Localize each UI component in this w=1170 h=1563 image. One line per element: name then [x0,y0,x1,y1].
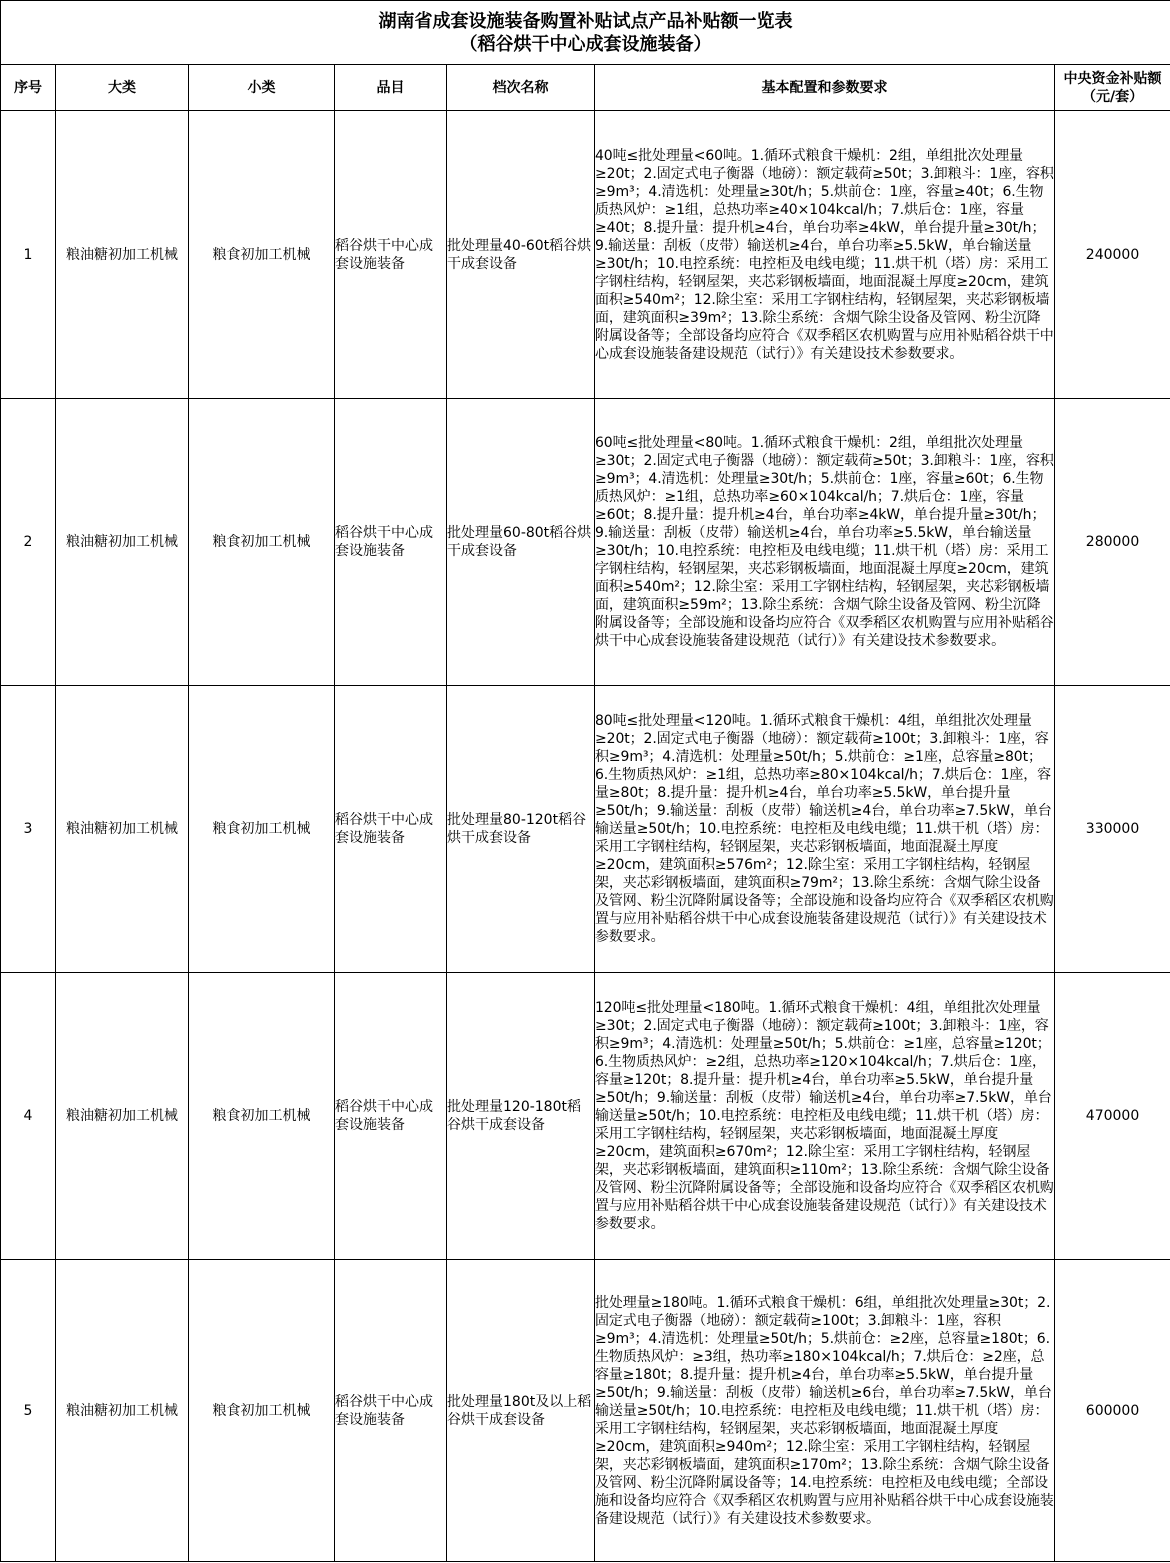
cell-grade: 批处理量60-80t稻谷烘干成套设备 [447,399,595,686]
header-item: 品目 [335,65,447,111]
cell-subcategory: 粮食初加工机械 [189,973,335,1260]
cell-category: 粮油糖初加工机械 [56,1260,189,1562]
cell-item: 稻谷烘干中心成套设施装备 [335,1260,447,1562]
cell-subcategory: 粮食初加工机械 [189,399,335,686]
table-row [1,399,1170,686]
cell-category: 粮油糖初加工机械 [56,399,189,686]
cell-spec: 80吨≤批处理量<120吨。1.循环式粮食干燥机：4组，单组批次处理量≥20t；2.固定式电子衡器（地磅）：额定载荷≥100t；3.卸粮斗：1座，容积≥9m³；4.清选机：处理量≥50t/h；5.烘前仓：≥1座，总容量≥80t；6.生物质热风炉：≥1组，总热功率≥80×104kcal/h；7.烘后仓：1座，容量≥80t；8.提升量：提升机≥4台，单台功率≥5.5kW，单台提升量≥50t/h；9.输送量：刮板（皮带）输送机≥4台，单台功率≥7.5kW，单台输送量≥50t/h；10.电控系统：电控柜及电线电缆；11.烘干机（塔）房：采用工字钢柱结构，轻钢屋架，夹芯彩钢板墙面，地面混凝土厚度≥20cm，建筑面积≥576m²；12.除尘室：采用工字钢柱结构，轻钢屋架，夹芯彩钢板墙面，建筑面积≥79m²；13.除尘系统：含烟气除尘设备及管网、粉尘沉降附属设备等；全部设施和设备均应符合《双季稻区农机购置与应用补贴稻谷烘干中心成套设施装备建设规范（试行）》有关建设技术参数要求。 [595,686,1055,973]
header-category: 大类 [56,65,189,111]
header-spec: 基本配置和参数要求 [595,65,1055,111]
cell-no: 4 [1,973,56,1260]
table-row [1,973,1170,1260]
table-title [1,1,1170,65]
cell-no: 3 [1,686,56,973]
cell-category: 粮油糖初加工机械 [56,973,189,1260]
cell-grade: 批处理量80-120t稻谷烘干成套设备 [447,686,595,973]
cell-item: 稻谷烘干中心成套设施装备 [335,111,447,399]
cell-category: 粮油糖初加工机械 [56,111,189,399]
header-grade: 档次名称 [447,65,595,111]
cell-spec: 批处理量≥180吨。1.循环式粮食干燥机：6组，单组批次处理量≥30t；2.固定式电子衡器（地磅）：额定载荷≥100t；3.卸粮斗：1座，容积≥9m³；4.清选机：处理量≥50t/h；5.烘前仓：≥2座，总容量≥180t；6.生物质热风炉：≥3组，热功率≥180×104kcal/h；7.烘后仓：≥2座，总容量≥180t；8.提升量：提升机≥4台，单台功率≥5.5kW，单台提升量≥50t/h；9.输送量：刮板（皮带）输送机≥6台，单台功率≥7.5kW，单台输送量≥50t/h；10.电控系统：电控柜及电线电缆；11.烘干机（塔）房：采用工字钢柱结构，轻钢屋架，夹芯彩钢板墙面，地面混凝土厚度≥20cm，建筑面积≥940m²；12.除尘室：采用工字钢柱结构，轻钢屋架，夹芯彩钢板墙面，建筑面积≥170m²；13.除尘系统：含烟气除尘设备及管网、粉尘沉降附属设备等；14.电控系统：电控柜及电线电缆；全部设施和设备均应符合《双季稻区农机购置与应用补贴稻谷烘干中心成套设施装备建设规范（试行）》有关建设技术参数要求。 [595,1260,1055,1562]
header-amount: 中央资金补贴额（元/套） [1055,65,1170,111]
cell-amount: 470000 [1055,973,1170,1260]
table-row [1,1260,1170,1562]
cell-item: 稻谷烘干中心成套设施装备 [335,686,447,973]
cell-subcategory: 粮食初加工机械 [189,1260,335,1562]
table-row [1,686,1170,973]
cell-subcategory: 粮食初加工机械 [189,111,335,399]
table-row [1,111,1170,399]
cell-no: 1 [1,111,56,399]
cell-grade: 批处理量40-60t稻谷烘干成套设备 [447,111,595,399]
cell-grade: 批处理量120-180t稻谷烘干成套设备 [447,973,595,1260]
header-subcategory: 小类 [189,65,335,111]
title-line-2: （稻谷烘干中心成套设施装备） [459,33,712,55]
header-row [1,65,1170,111]
cell-item: 稻谷烘干中心成套设施装备 [335,973,447,1260]
title-line-1: 湖南省成套设施装备购置补贴试点产品补贴额一览表 [378,10,793,32]
cell-amount: 330000 [1055,686,1170,973]
cell-amount: 600000 [1055,1260,1170,1562]
cell-category: 粮油糖初加工机械 [56,686,189,973]
cell-spec: 40吨≤批处理量<60吨。1.循环式粮食干燥机：2组，单组批次处理量≥20t；2.固定式电子衡器（地磅）：额定载荷≥50t；3.卸粮斗：1座，容积≥9m³；4.清选机：处理量≥30t/h；5.烘前仓：1座，容量≥40t；6.生物质热风炉：≥1组，总热功率≥40×104kcal/h；7.烘后仓：1座，容量≥40t；8.提升量：提升机≥4台，单台功率≥4kW，单台提升量≥30t/h；9.输送量：刮板（皮带）输送机≥4台，单台功率≥5.5kW，单台输送量≥30t/h；10.电控系统：电控柜及电线电缆；11.烘干机（塔）房：采用工字钢柱结构，轻钢屋架，夹芯彩钢板墙面，地面混凝土厚度≥20cm，建筑面积≥540m²；12.除尘室：采用工字钢柱结构，轻钢屋架，夹芯彩钢板墙面，建筑面积≥39m²；13.除尘系统：含烟气除尘设备及管网、粉尘沉降附属设备等；全部设备均应符合《双季稻区农机购置与应用补贴稻谷烘干中心成套设施装备建设规范（试行）》有关建设技术参数要求。 [595,111,1055,399]
cell-grade: 批处理量180t及以上稻谷烘干成套设备 [447,1260,595,1562]
cell-no: 2 [1,399,56,686]
header-no: 序号 [1,65,56,111]
cell-subcategory: 粮食初加工机械 [189,686,335,973]
cell-spec: 60吨≤批处理量<80吨。1.循环式粮食干燥机：2组，单组批次处理量≥30t；2.固定式电子衡器（地磅）：额定载荷≥50t；3.卸粮斗：1座，容积≥9m³；4.清选机：处理量≥30t/h；5.烘前仓：1座，容量≥60t；6.生物质热风炉：≥1组，总热功率≥60×104kcal/h；7.烘后仓：1座，容量≥60t；8.提升量：提升机≥4台，单台功率≥4kW，单台提升量≥30t/h；9.输送量：刮板（皮带）输送机≥4台，单台功率≥5.5kW，单台输送量≥30t/h；10.电控系统：电控柜及电线电缆；11.烘干机（塔）房：采用工字钢柱结构，轻钢屋架，夹芯彩钢板墙面，地面混凝土厚度≥20cm，建筑面积≥540m²；12.除尘室：采用工字钢柱结构，轻钢屋架，夹芯彩钢板墙面，建筑面积≥59m²；13.除尘系统：含烟气除尘设备及管网、粉尘沉降附属设备等；全部设施和设备均应符合《双季稻区农机购置与应用补贴稻谷烘干中心成套设施装备建设规范（试行）》有关建设技术参数要求。 [595,399,1055,686]
cell-amount: 280000 [1055,399,1170,686]
cell-amount: 240000 [1055,111,1170,399]
cell-no: 5 [1,1260,56,1562]
cell-spec: 120吨≤批处理量<180吨。1.循环式粮食干燥机：4组，单组批次处理量≥30t；2.固定式电子衡器（地磅）：额定载荷≥100t；3.卸粮斗：1座，容积≥9m³；4.清选机：处理量≥50t/h；5.烘前仓：≥1座，总容量≥120t；6.生物质热风炉：≥2组，总热功率≥120×104kcal/h；7.烘后仓：1座，容量≥120t；8.提升量：提升机≥4台，单台功率≥5.5kW，单台提升量≥50t/h；9.输送量：刮板（皮带）输送机≥4台，单台功率≥7.5kW，单台输送量≥50t/h；10.电控系统：电控柜及电线电缆；11.烘干机（塔）房：采用工字钢柱结构，轻钢屋架，夹芯彩钢板墙面，地面混凝土厚度≥20cm，建筑面积≥670m²；12.除尘室：采用工字钢柱结构，轻钢屋架，夹芯彩钢板墙面，建筑面积≥110m²；13.除尘系统：含烟气除尘设备及管网、粉尘沉降附属设备等；全部设施和设备均应符合《双季稻区农机购置与应用补贴稻谷烘干中心成套设施装备建设规范（试行）》有关建设技术参数要求。 [595,973,1055,1260]
cell-item: 稻谷烘干中心成套设施装备 [335,399,447,686]
